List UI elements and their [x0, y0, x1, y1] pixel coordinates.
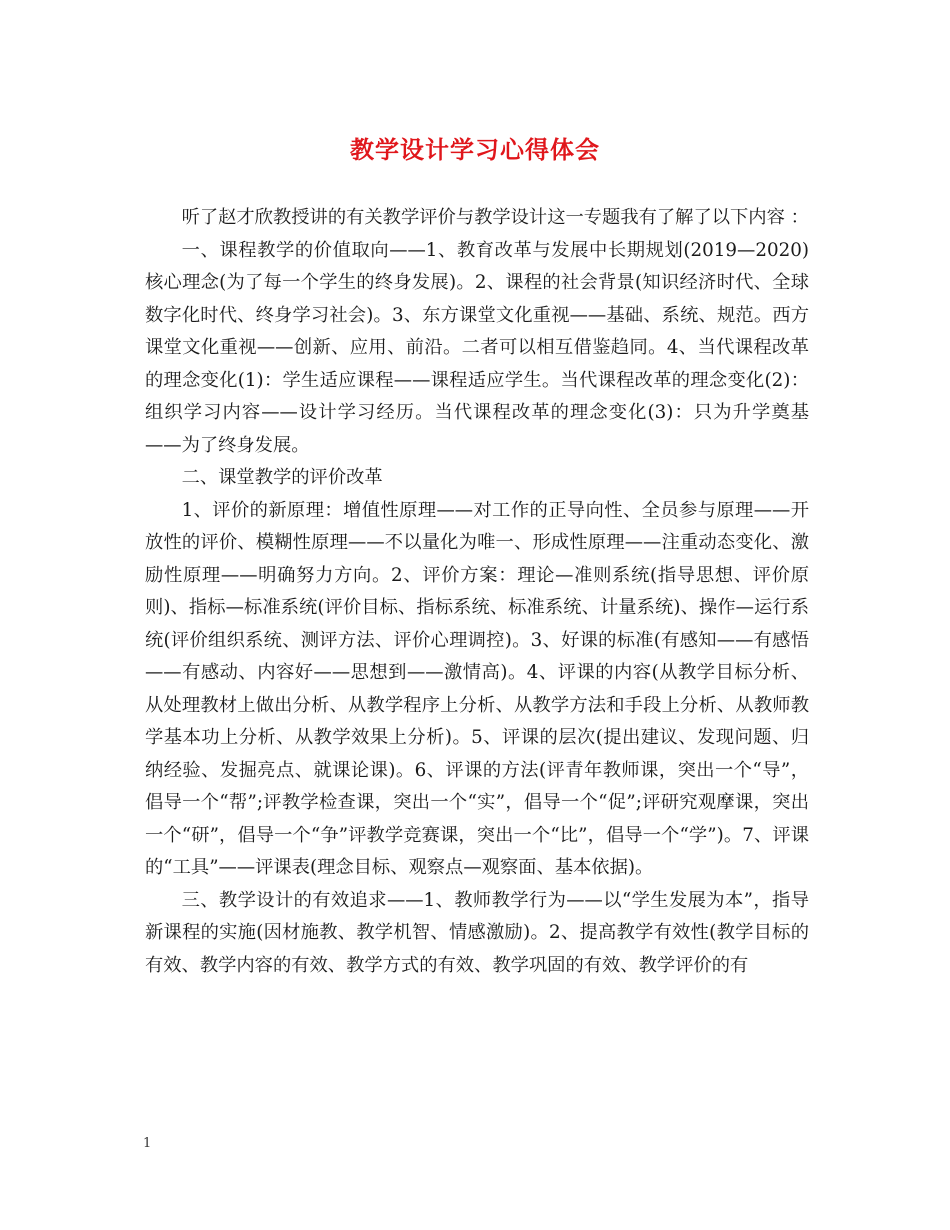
document-body: [145, 202, 809, 982]
paragraph: 二、课堂教学的评价改革: [181, 467, 383, 488]
paragraph: 一、课程教学的价值取向——1、教育改革与发展中长期规划(2019—2020)核心理念(为了每一个学生的终身发展)。2、课程的社会背景(知识经济时代、全球数字化时代、终身学习社会)。3、东方课堂文化重视——基础、系统、规范。西方课堂文化重视——创新、应用、前沿。二者可以相互借鉴趋同。4、当代课程改革的理念变化(1)：学生适应课程——课程适应学生。当代课程改革的理念变化(2)：组织学习内容——设计学习经历。当代课程改革的理念变化(3)：只为升学奠基——为了终身发展。: [145, 239, 809, 456]
paragraph: 三、教学设计的有效追求——1、教师教学行为——以“学生发展为本”，指导新课程的实施(因材施教、教学机智、情感激励)。2、提高教学有效性(教学目标的有效、教学内容的有效、教学方式的有效、教学巩固的有效、教学评价的有: [145, 889, 809, 976]
page-number: 1: [143, 1136, 152, 1151]
paragraph: 听了赵才欣教授讲的有关教学评价与教学设计这一专题我有了解了以下内容 ：: [181, 207, 809, 228]
paragraph: 1、评价的新原理：增值性原理——对工作的正导向性、全员参与原理——开放性的评价、模糊性原理——不以量化为唯一、形成性原理——注重动态变化、激励性原理——明确努力方向。2、评价方案：理论—准则系统(指导思想、评价原则)、指标—标准系统(评价目标、指标系统、标准系统、计量系统)、操作—运行系统(评价组织系统、测评方法、评价心理调控)。3、好课的标准(有感知——有感悟——有感动、内容好——思想到——激情高)。4、评课的内容(从教学目标分析、从处理教材上做出分析、从教学程序上分析、从教学方法和手段上分析、从教师教学基本功上分析、从教学效果上分析)。5、评课的层次(提出建议、发现问题、归纳经验、发掘亮点、就课论课)。6、评课的方法(评青年教师课，突出一个“导”，倡导一个“帮”;评教学检查课，突出一个“实”，倡导一个“促”;评研究观摩课，突出一个“研”，倡导一个“争”评教学竞赛课，突出一个“比”，倡导一个“学”)。7、评课的“工具”——评课表(理念目标、观察点—观察面、基本依据)。: [145, 499, 809, 878]
document-title: 教学设计学习心得体会: [350, 135, 600, 164]
